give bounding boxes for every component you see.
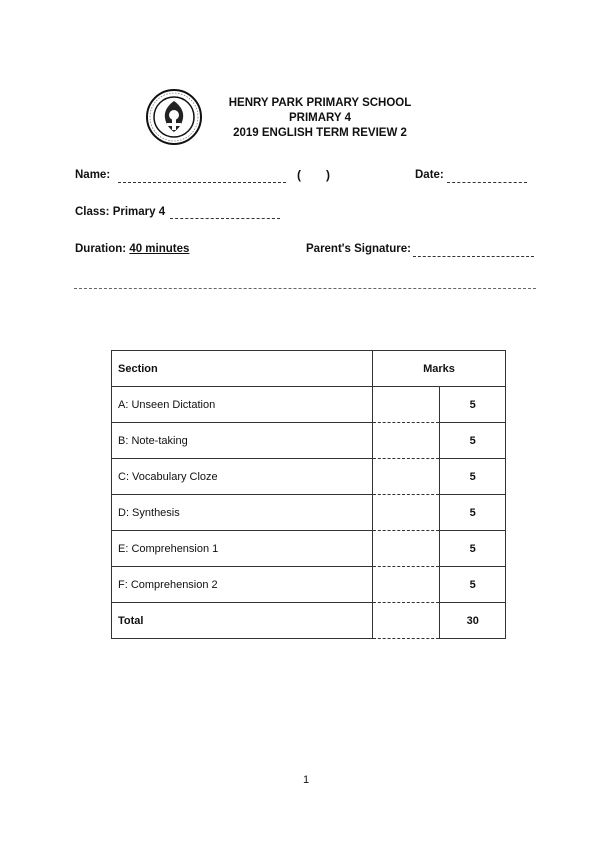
total-value: 30 — [440, 603, 506, 639]
table-row — [112, 567, 506, 603]
marks-obtained-cell[interactable] — [372, 495, 440, 531]
table-row — [112, 495, 506, 531]
parent-signature-field[interactable] — [413, 256, 534, 257]
exam-heading — [205, 96, 435, 141]
duration-label-text: Duration: — [75, 243, 127, 255]
marks-obtained-cell[interactable] — [372, 459, 440, 495]
table-row — [112, 423, 506, 459]
section-name: A: Unseen Dictation — [112, 387, 373, 423]
section-name: B: Note-taking — [112, 423, 373, 459]
marks-total-cell: 5 — [440, 531, 506, 567]
date-field[interactable] — [447, 182, 527, 183]
total-label: Total — [112, 603, 373, 639]
parent-signature-label: Parent's Signature: — [306, 243, 411, 255]
section-name: D: Synthesis — [112, 495, 373, 531]
marks-obtained-cell[interactable] — [372, 567, 440, 603]
section-column-header: Section — [112, 351, 373, 387]
marks-total-cell: 5 — [440, 387, 506, 423]
table-header-row — [112, 351, 506, 387]
marks-obtained-cell[interactable] — [372, 423, 440, 459]
register-number-open-paren: ( — [297, 168, 301, 182]
marks-obtained-cell[interactable] — [372, 387, 440, 423]
section-name: C: Vocabulary Cloze — [112, 459, 373, 495]
total-row — [112, 603, 506, 639]
section-name: E: Comprehension 1 — [112, 531, 373, 567]
name-label: Name: — [75, 169, 111, 181]
marks-total-cell: 5 — [440, 423, 506, 459]
table-row — [112, 531, 506, 567]
school-name: HENRY PARK PRIMARY SCHOOL — [228, 97, 412, 109]
total-obtained-cell[interactable] — [372, 603, 440, 639]
name-field[interactable] — [118, 182, 286, 183]
separator-line — [74, 288, 536, 289]
register-number-close-paren: ) — [326, 168, 330, 182]
table-row — [112, 387, 506, 423]
class-label: Class: Primary 4 — [75, 206, 166, 218]
exam-title: 2019 ENGLISH TERM REVIEW 2 — [233, 127, 407, 139]
class-field[interactable] — [170, 218, 280, 219]
duration-value: 40 minutes — [129, 243, 190, 255]
date-label: Date: — [415, 169, 444, 181]
table-row — [112, 459, 506, 495]
section-name: F: Comprehension 2 — [112, 567, 373, 603]
exam-level: PRIMARY 4 — [289, 112, 351, 124]
duration-label — [75, 243, 189, 255]
marks-total-cell: 5 — [440, 459, 506, 495]
marks-column-header: Marks — [372, 351, 505, 387]
page-number: 1 — [302, 774, 310, 786]
marks-total-cell: 5 — [440, 495, 506, 531]
school-crest-icon — [145, 88, 203, 146]
marks-obtained-cell[interactable] — [372, 531, 440, 567]
marks-total-cell: 5 — [440, 567, 506, 603]
marks-table — [111, 350, 506, 639]
